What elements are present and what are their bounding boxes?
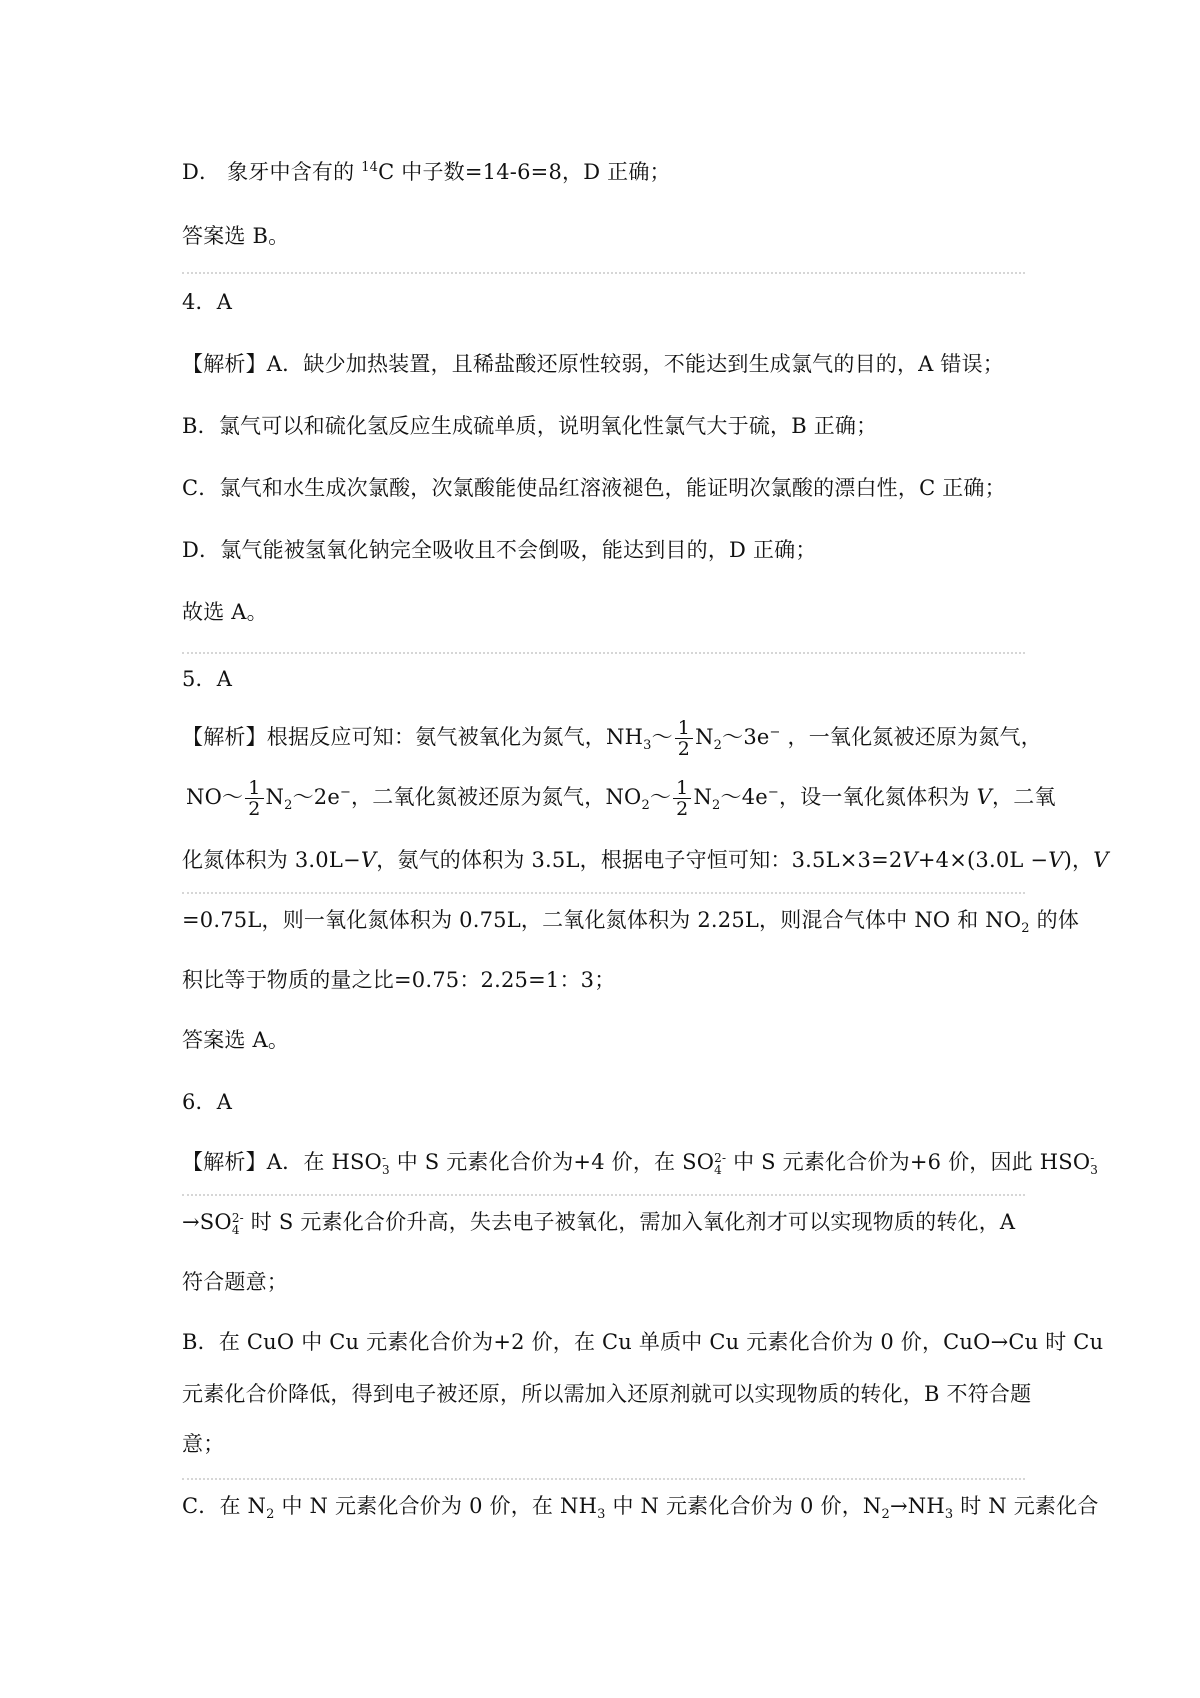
- charge-index: - 3: [381, 1150, 390, 1177]
- question-4-heading: 4．A: [182, 290, 233, 314]
- analysis-4-d: D．氯气能被氢氧化钠完全吸收且不会倒吸，能达到目的，D 正确；: [182, 538, 817, 562]
- analysis-6-line-1: 【解析】A．在 HSO - 3 中 S 元素化合价为+4 价，在 SO 2- 4 中 S 元素化合价为+6 价，因此 HSO - 3: [182, 1150, 1099, 1177]
- analysis-6-line-7: C．在 $N_2$ 中 N 元素化合价为 0 价，在 $NH_3$ 中 N 元素化合价为 0 价，$N_2\to NH_3$ 时 N 元素化合: [182, 1494, 1099, 1523]
- charge-index: 2- 4: [714, 1150, 727, 1177]
- separator: [182, 892, 1025, 894]
- separator: [182, 272, 1025, 274]
- answer-line-5: 答案选 A。: [182, 1028, 290, 1052]
- charge-index: 2- 4: [231, 1210, 244, 1237]
- separator: [182, 1478, 1025, 1480]
- analysis-4-a: 【解析】A．缺少加热装置，且稀盐酸还原性较弱，不能达到生成氯气的目的，A 错误；: [182, 352, 1005, 376]
- analysis-5-line-5: 积比等于物质的量之比=0.75：2.25=1：3；: [182, 968, 616, 992]
- question-6-heading: 6．A: [182, 1090, 233, 1114]
- question-5-heading: 5．A: [182, 667, 233, 691]
- text-line-d-ivory: D． 象牙中含有的 $^{14}$C 中子数=14-6=8，D 正确；: [182, 160, 671, 184]
- analysis-5-line-2: NO～ $\frac{1}{2}$ $N_2\sim 2e^-$，二氧化氮被还原为氮气，$NO_2\sim$ $\frac{1}{2}$ $N_2\sim 4e^-$，设一氧化氮体积为 V，二氧: [186, 777, 1056, 820]
- analysis-4-b: B．氯气可以和硫化氢反应生成硫单质，说明氧化性氯气大于硫，B 正确；: [182, 414, 878, 438]
- analysis-5-line-4: =0.75L，则一氧化氮体积为 0.75L，二氧化氮体积为 2.25L，则混合气体中 NO 和 $NO_2$ 的体: [182, 908, 1080, 937]
- analysis-6-line-4: B．在 CuO 中 Cu 元素化合价为+2 价，在 Cu 单质中 Cu 元素化合价为 0 价，CuO→Cu 时 Cu: [182, 1330, 1104, 1354]
- analysis-5-line-1: 【解析】根据反应可知：氨气被氧化为氮气，$NH_3\sim$ $\frac{1}{2}$ $N_2\sim 3e^-$ ，一氧化氮被还原为氮气，: [182, 717, 1042, 760]
- analysis-6-line-6: 意；: [182, 1432, 225, 1456]
- answer-line-3: 答案选 B。: [182, 224, 290, 248]
- separator: [182, 1194, 1025, 1196]
- analysis-6-line-2: →SO 2- 4 时 S 元素化合价升高，失去电子被氧化，需加入氧化剂才可以实现物质的转化，A: [182, 1210, 1016, 1237]
- analysis-6-line-5: 元素化合价降低，得到电子被还原，所以需加入还原剂就可以实现物质的转化，B 不符合题: [182, 1382, 1032, 1406]
- fraction: $\frac{1}{2}$: [673, 778, 691, 819]
- fraction: $\frac{1}{2}$: [675, 718, 693, 759]
- analysis-5-line-3: 化氮体积为 3.0L−V，氨气的体积为 3.5L，根据电子守恒可知：3.5L×3=2V+4×(3.0L −V)，V: [182, 848, 1109, 872]
- charge-index: - 3: [1090, 1150, 1099, 1177]
- answer-line-4: 故选 A。: [182, 600, 268, 624]
- analysis-4-c: C．氯气和水生成次氯酸，次氯酸能使品红溶液褪色，能证明次氯酸的漂白性，C 正确；: [182, 476, 1006, 500]
- separator: [182, 652, 1025, 654]
- fraction: $\frac{1}{2}$: [245, 778, 263, 819]
- analysis-6-line-3: 符合题意；: [182, 1270, 288, 1294]
